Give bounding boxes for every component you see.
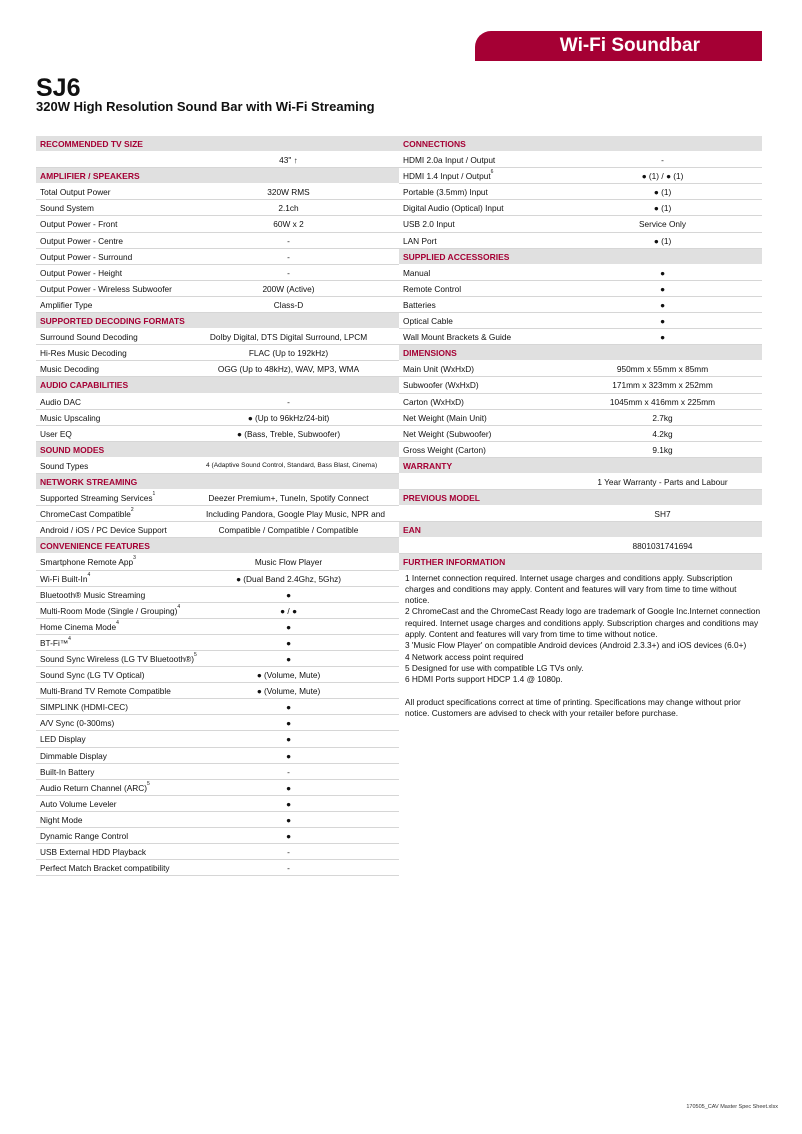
spec-row <box>399 152 762 168</box>
spec-value: ● <box>285 831 291 842</box>
spec-label-text: Smartphone Remote App <box>40 557 134 568</box>
spec-label <box>399 426 583 441</box>
spec-row <box>36 458 399 474</box>
spec-row <box>36 265 399 281</box>
spec-label-text: Multi-Brand TV Remote Compatible <box>40 686 171 697</box>
spec-label <box>36 571 206 586</box>
spec-value: ● <box>285 654 291 664</box>
spec-label <box>36 152 206 167</box>
section-header <box>36 313 399 329</box>
spec-row <box>36 812 399 828</box>
section-title: AUDIO CAPABILITIES <box>40 380 129 391</box>
spec-row <box>399 361 762 377</box>
spec-row <box>36 780 399 796</box>
spec-value: ● <box>285 798 291 809</box>
spec-label-text: Audio DAC <box>40 396 82 407</box>
footnote-marker: 4 <box>68 635 71 642</box>
section-title: DIMENSIONS <box>403 348 457 359</box>
spec-row <box>36 233 399 249</box>
spec-label <box>36 603 206 618</box>
spec-value: ● (1) <box>653 203 672 214</box>
section-title: EAN <box>403 525 421 536</box>
spec-row <box>399 184 762 200</box>
banner-title: Wi-Fi Soundbar <box>559 35 700 56</box>
footnote: 3 'Music Flow Player' on compatible Android devices (Android 2.3.3+) and iOS devices (6.0+) <box>405 640 747 651</box>
spec-row <box>36 796 399 812</box>
spec-label-text: Dynamic Range Control <box>40 831 129 842</box>
section-header <box>399 458 762 474</box>
spec-label-text: Carton (WxHxD) <box>403 396 464 407</box>
spec-row <box>36 361 399 377</box>
spec-value: ● / ● <box>280 605 297 616</box>
spec-label <box>36 297 206 312</box>
section-header <box>399 249 762 265</box>
spec-label-text: Audio Return Channel (ARC) <box>40 782 147 793</box>
spec-label-text: Built-In Battery <box>40 766 95 777</box>
spec-row <box>36 200 399 216</box>
spec-value: ● <box>285 637 291 648</box>
spec-label <box>36 587 206 602</box>
spec-row <box>36 844 399 860</box>
spec-label <box>399 442 583 457</box>
spec-label <box>399 216 583 231</box>
spec-label <box>36 200 206 215</box>
spec-value: 2.7kg <box>652 412 673 423</box>
spec-label-text: Portable (3.5mm) Input <box>403 187 488 198</box>
spec-value: 1045mm x 416mm x 225mm <box>609 396 716 407</box>
spec-value: ● <box>285 814 291 825</box>
spec-value: ● (1) / ● (1) <box>641 171 684 182</box>
footnote-marker: 4 <box>116 619 119 626</box>
section-title: NETWORK STREAMING <box>40 476 138 487</box>
spec-value: - <box>287 251 290 262</box>
spec-label <box>399 377 583 392</box>
spec-row <box>36 683 399 699</box>
footnote: 2 ChromeCast and the ChromeCast Ready logo are trademark of Google Inc.Internet connection required. Internet usage charges and conditions apply. Subscription charges and conditions may apply. Content and features will vary from time to time without notice. <box>405 606 761 640</box>
spec-label <box>36 748 206 763</box>
spec-table-left <box>36 136 399 876</box>
footnote: 6 HDMI Ports support HDCP 1.4 @ 1080p. <box>405 674 563 685</box>
spec-label <box>36 651 206 666</box>
spec-label <box>36 216 206 231</box>
spec-row <box>399 216 762 232</box>
section-title: CONVENIENCE FEATURES <box>40 541 150 552</box>
spec-row <box>36 619 399 635</box>
spec-label-text: Bluetooth® Music Streaming <box>40 589 146 600</box>
spec-label-text: Dimmable Display <box>40 750 107 761</box>
spec-label <box>36 554 206 569</box>
spec-label <box>36 490 206 505</box>
spec-label <box>36 635 206 650</box>
spec-value: 200W (Active) <box>262 283 315 294</box>
spec-label-text: Sound System <box>40 203 94 214</box>
footnote: 1 Internet connection required. Internet usage charges and conditions apply. Subscription charges and conditions may apply. Content and features will vary from time to time without notice. <box>405 572 737 606</box>
spec-row <box>36 490 399 506</box>
spec-row <box>36 699 399 715</box>
section-title: SOUND MODES <box>40 444 105 455</box>
spec-label <box>399 329 583 344</box>
spec-label-text: Wall Mount Brackets & Guide <box>403 332 512 343</box>
spec-row <box>36 828 399 844</box>
spec-row <box>36 506 399 522</box>
spec-value: 60W x 2 <box>273 219 304 230</box>
spec-label <box>399 506 583 521</box>
spec-label <box>36 522 206 537</box>
spec-row <box>36 731 399 747</box>
spec-row <box>399 233 762 249</box>
spec-value: ● (1) <box>653 235 672 246</box>
spec-value: 950mm x 55mm x 85mm <box>616 364 709 375</box>
spec-label <box>36 426 206 441</box>
spec-value: ● (Volume, Mute) <box>256 670 321 681</box>
spec-label <box>36 249 206 264</box>
spec-row <box>399 506 762 522</box>
spec-value: Dolby Digital, DTS Digital Surround, LPCM <box>209 332 368 343</box>
spec-row <box>36 410 399 426</box>
spec-label-text: SIMPLINK (HDMI-CEC) <box>40 702 129 713</box>
spec-label-text: Net Weight (Main Unit) <box>403 412 487 423</box>
spec-label <box>36 619 206 634</box>
spec-label <box>36 265 206 280</box>
spec-label <box>36 394 206 409</box>
spec-label-text: User EQ <box>40 428 72 439</box>
spec-row <box>36 249 399 265</box>
section-header <box>36 136 399 152</box>
section-header <box>399 345 762 361</box>
spec-label <box>36 345 206 360</box>
spec-label-text: Manual <box>403 267 431 278</box>
spec-label <box>399 281 583 296</box>
spec-label <box>399 297 583 312</box>
spec-label-text: Gross Weight (Carton) <box>403 444 486 455</box>
spec-value: Class-D <box>273 299 304 310</box>
spec-label-text: Home Cinema Mode <box>40 621 117 632</box>
spec-row <box>399 168 762 184</box>
spec-value: ● <box>659 332 665 343</box>
spec-label-text: USB 2.0 Input <box>403 219 455 230</box>
spec-row <box>36 426 399 442</box>
section-header <box>36 474 399 490</box>
spec-label <box>36 699 206 714</box>
spec-label-text: Night Mode <box>40 814 83 825</box>
spec-row <box>36 329 399 345</box>
spec-label <box>36 233 206 248</box>
spec-label-text: Auto Volume Leveler <box>40 798 117 809</box>
spec-value: Service Only <box>638 219 687 230</box>
spec-label-text: Output Power - Wireless Subwoofer <box>40 283 172 294</box>
spec-label-text: Multi-Room Mode (Single / Grouping) <box>40 605 178 616</box>
spec-label-text: Sound Types <box>40 460 89 471</box>
spec-value: SH7 <box>654 509 671 520</box>
spec-value: ● (Up to 96kHz/24-bit) <box>247 412 330 423</box>
spec-label-text: Music Upscaling <box>40 412 101 423</box>
spec-row <box>36 345 399 361</box>
spec-label <box>399 152 583 167</box>
spec-value: ● <box>285 782 291 793</box>
disclaimer: All product specifications correct at time of printing. Specifications may change without prior notice. Customers are advised to check with your retailer before purchase. <box>405 696 741 718</box>
spec-label-text: Batteries <box>403 299 436 310</box>
spec-row <box>36 522 399 538</box>
spec-row <box>36 860 399 876</box>
spec-label-text: HDMI 1.4 Input / Output <box>403 171 491 182</box>
footnote-marker: 1 <box>152 491 156 498</box>
spec-label-text: USB External HDD Playback <box>40 847 147 858</box>
spec-value: 4 (Adaptive Sound Control, Standard, Bass Blast, Cinema) <box>206 461 378 469</box>
spec-value: Deezer Premium+, TuneIn, Spotify Connect <box>208 493 369 504</box>
spec-value: ● <box>285 621 291 632</box>
spec-row <box>36 715 399 731</box>
spec-value: 43" ↑ <box>279 155 298 166</box>
spec-label <box>399 168 583 183</box>
spec-label <box>399 313 583 328</box>
spec-row <box>36 651 399 667</box>
spec-value: ● <box>285 734 291 745</box>
spec-row <box>36 587 399 603</box>
spec-label-text: Wi-Fi Built-In <box>40 573 88 584</box>
spec-value: ● (1) <box>653 187 672 198</box>
spec-label-text: Hi-Res Music Decoding <box>40 348 127 359</box>
spec-label <box>399 410 583 425</box>
spec-row <box>399 377 762 393</box>
spec-value: - <box>287 766 290 777</box>
file-reference: 170505_CAV Master Spec Sheet.xlsx <box>686 1104 778 1110</box>
spec-value: Compatible / Compatible / Compatible <box>218 525 359 536</box>
section-header <box>399 136 762 152</box>
spec-label <box>399 394 583 409</box>
section-title: FURTHER INFORMATION <box>403 557 506 568</box>
spec-value: ● <box>659 267 665 278</box>
spec-label-text: LAN Port <box>403 235 437 246</box>
spec-row <box>399 265 762 281</box>
footnote-marker: 2 <box>130 507 134 514</box>
spec-label-text: Output Power - Height <box>40 267 123 278</box>
further-information-notes <box>399 571 762 720</box>
spec-row <box>399 313 762 329</box>
spec-label <box>36 860 206 875</box>
spec-table-right <box>399 136 762 719</box>
spec-row <box>399 410 762 426</box>
spec-value: 8801031741694 <box>632 541 693 552</box>
spec-value: - <box>287 847 290 858</box>
spec-label-text: Music Decoding <box>40 364 100 375</box>
spec-label <box>399 265 583 280</box>
section-header <box>399 554 762 570</box>
spec-label-text: Surround Sound Decoding <box>40 332 138 343</box>
spec-label <box>36 683 206 698</box>
spec-label-text: Amplifier Type <box>40 299 93 310</box>
spec-value: Music Flow Player <box>254 557 323 568</box>
spec-label <box>36 796 206 811</box>
spec-label <box>36 410 206 425</box>
spec-row <box>36 152 399 168</box>
section-header <box>36 377 399 393</box>
spec-value: ● <box>285 589 291 600</box>
spec-row <box>36 667 399 683</box>
footnote-marker: 3 <box>133 555 136 562</box>
spec-label <box>399 361 583 376</box>
product-category-banner <box>475 31 762 61</box>
spec-value: - <box>287 267 290 278</box>
spec-value: ● <box>285 750 291 761</box>
spec-row <box>399 394 762 410</box>
spec-row <box>399 329 762 345</box>
product-subtitle: 320W High Resolution Sound Bar with Wi-Fi Streaming <box>36 99 375 114</box>
spec-label-text: ChromeCast Compatible <box>40 509 131 520</box>
spec-value: ● <box>285 702 291 713</box>
spec-row <box>36 297 399 313</box>
spec-value: ● <box>285 718 291 729</box>
spec-value: ● <box>659 299 665 310</box>
footnote-marker: 4 <box>177 603 181 610</box>
spec-label <box>36 361 206 376</box>
spec-label-text: BT-Fi™ <box>40 637 69 648</box>
section-title: WARRANTY <box>403 460 453 471</box>
spec-label-text: Sound Sync (LG TV Optical) <box>40 670 145 681</box>
spec-label-text: Remote Control <box>403 283 462 294</box>
footnote-marker: 5 <box>194 652 197 658</box>
spec-row <box>36 603 399 619</box>
spec-label <box>36 764 206 779</box>
section-header <box>399 490 762 506</box>
spec-label <box>36 812 206 827</box>
section-header <box>36 168 399 184</box>
spec-row <box>36 394 399 410</box>
spec-value: 320W RMS <box>267 187 310 198</box>
spec-row <box>399 442 762 458</box>
spec-row <box>36 554 399 570</box>
spec-value: ● (Dual Band 2.4Ghz, 5Ghz) <box>235 573 342 584</box>
section-title: SUPPLIED ACCESSORIES <box>403 251 510 262</box>
spec-row <box>36 748 399 764</box>
spec-row <box>399 538 762 554</box>
spec-label-text: Sound Sync Wireless (LG TV Bluetooth®) <box>40 654 194 664</box>
spec-value: - <box>287 396 290 407</box>
spec-label <box>399 474 583 489</box>
spec-label-text: Output Power - Centre <box>40 235 124 246</box>
section-title: SUPPORTED DECODING FORMATS <box>40 316 185 327</box>
spec-value: - <box>287 235 290 246</box>
spec-label <box>36 731 206 746</box>
footnote: 5 Designed for use with compatible LG TVs only. <box>405 662 584 673</box>
spec-row <box>36 635 399 651</box>
spec-value: ● (Volume, Mute) <box>256 686 321 697</box>
spec-label-text: Main Unit (WxHxD) <box>403 364 474 375</box>
spec-label-text: Digital Audio (Optical) Input <box>403 203 504 214</box>
section-title: AMPLIFIER / SPEAKERS <box>40 171 140 182</box>
spec-label <box>36 184 206 199</box>
spec-row <box>36 281 399 297</box>
spec-value: FLAC (Up to 192kHz) <box>248 348 329 359</box>
footnote-marker: 5 <box>147 780 150 787</box>
spec-label-text: Total Output Power <box>40 187 111 198</box>
spec-value: ● <box>659 316 665 327</box>
spec-label-text: HDMI 2.0a Input / Output <box>403 155 496 166</box>
model-name: SJ6 <box>36 74 81 102</box>
spec-label <box>399 200 583 215</box>
spec-label-text: Android / iOS / PC Device Support <box>40 525 167 536</box>
spec-value: OGG (Up to 48kHz), WAV, MP3, WMA <box>217 364 360 375</box>
section-header <box>399 522 762 538</box>
spec-value: - <box>287 863 290 874</box>
spec-row <box>399 200 762 216</box>
spec-label-text: Supported Streaming Services <box>40 493 153 504</box>
footnote-marker: 4 <box>87 571 91 578</box>
spec-row <box>399 281 762 297</box>
section-header <box>36 442 399 458</box>
spec-label-text: Perfect Match Bracket compatibility <box>40 863 170 874</box>
section-header <box>36 538 399 554</box>
spec-label-text: Net Weight (Subwoofer) <box>403 428 492 439</box>
spec-row <box>36 184 399 200</box>
spec-value: Including Pandora, Google Play Music, NPR and <box>206 509 385 520</box>
spec-value: 171mm x 323mm x 252mm <box>612 380 713 391</box>
spec-value: 4.2kg <box>652 428 673 439</box>
spec-label <box>399 233 583 248</box>
spec-label-text: Output Power - Surround <box>40 251 133 262</box>
spec-row <box>399 474 762 490</box>
spec-row <box>36 764 399 780</box>
spec-label <box>36 281 206 296</box>
footnote-marker: 6 <box>490 169 494 176</box>
section-title: CONNECTIONS <box>403 139 466 149</box>
spec-label-text: Subwoofer (WxHxD) <box>403 380 479 391</box>
section-title: PREVIOUS MODEL <box>403 493 480 504</box>
section-title: RECOMMENDED TV SIZE <box>40 139 143 149</box>
spec-row <box>36 571 399 587</box>
spec-label <box>36 506 206 521</box>
spec-label <box>399 538 583 553</box>
spec-label-text: Output Power - Front <box>40 219 118 230</box>
spec-row <box>399 297 762 313</box>
spec-label <box>36 715 206 730</box>
spec-value: 9.1kg <box>652 444 673 455</box>
spec-label <box>36 828 206 843</box>
spec-label-text: A/V Sync (0-300ms) <box>40 718 115 729</box>
footnote: 4 Network access point required <box>405 651 524 662</box>
spec-value: 1 Year Warranty - Parts and Labour <box>597 476 728 487</box>
spec-label <box>36 329 206 344</box>
spec-value: ● <box>659 283 665 294</box>
spec-row <box>399 426 762 442</box>
spec-label <box>36 844 206 859</box>
spec-label <box>36 780 206 795</box>
spec-label <box>36 667 206 682</box>
spec-row <box>36 216 399 232</box>
spec-label <box>399 184 583 199</box>
spec-value: 2.1ch <box>278 203 299 214</box>
spec-label-text: Optical Cable <box>403 316 453 327</box>
spec-value: - <box>661 155 664 166</box>
spec-label <box>36 458 206 473</box>
spec-value: ● (Bass, Treble, Subwoofer) <box>236 428 341 439</box>
spec-label-text: LED Display <box>40 734 86 745</box>
